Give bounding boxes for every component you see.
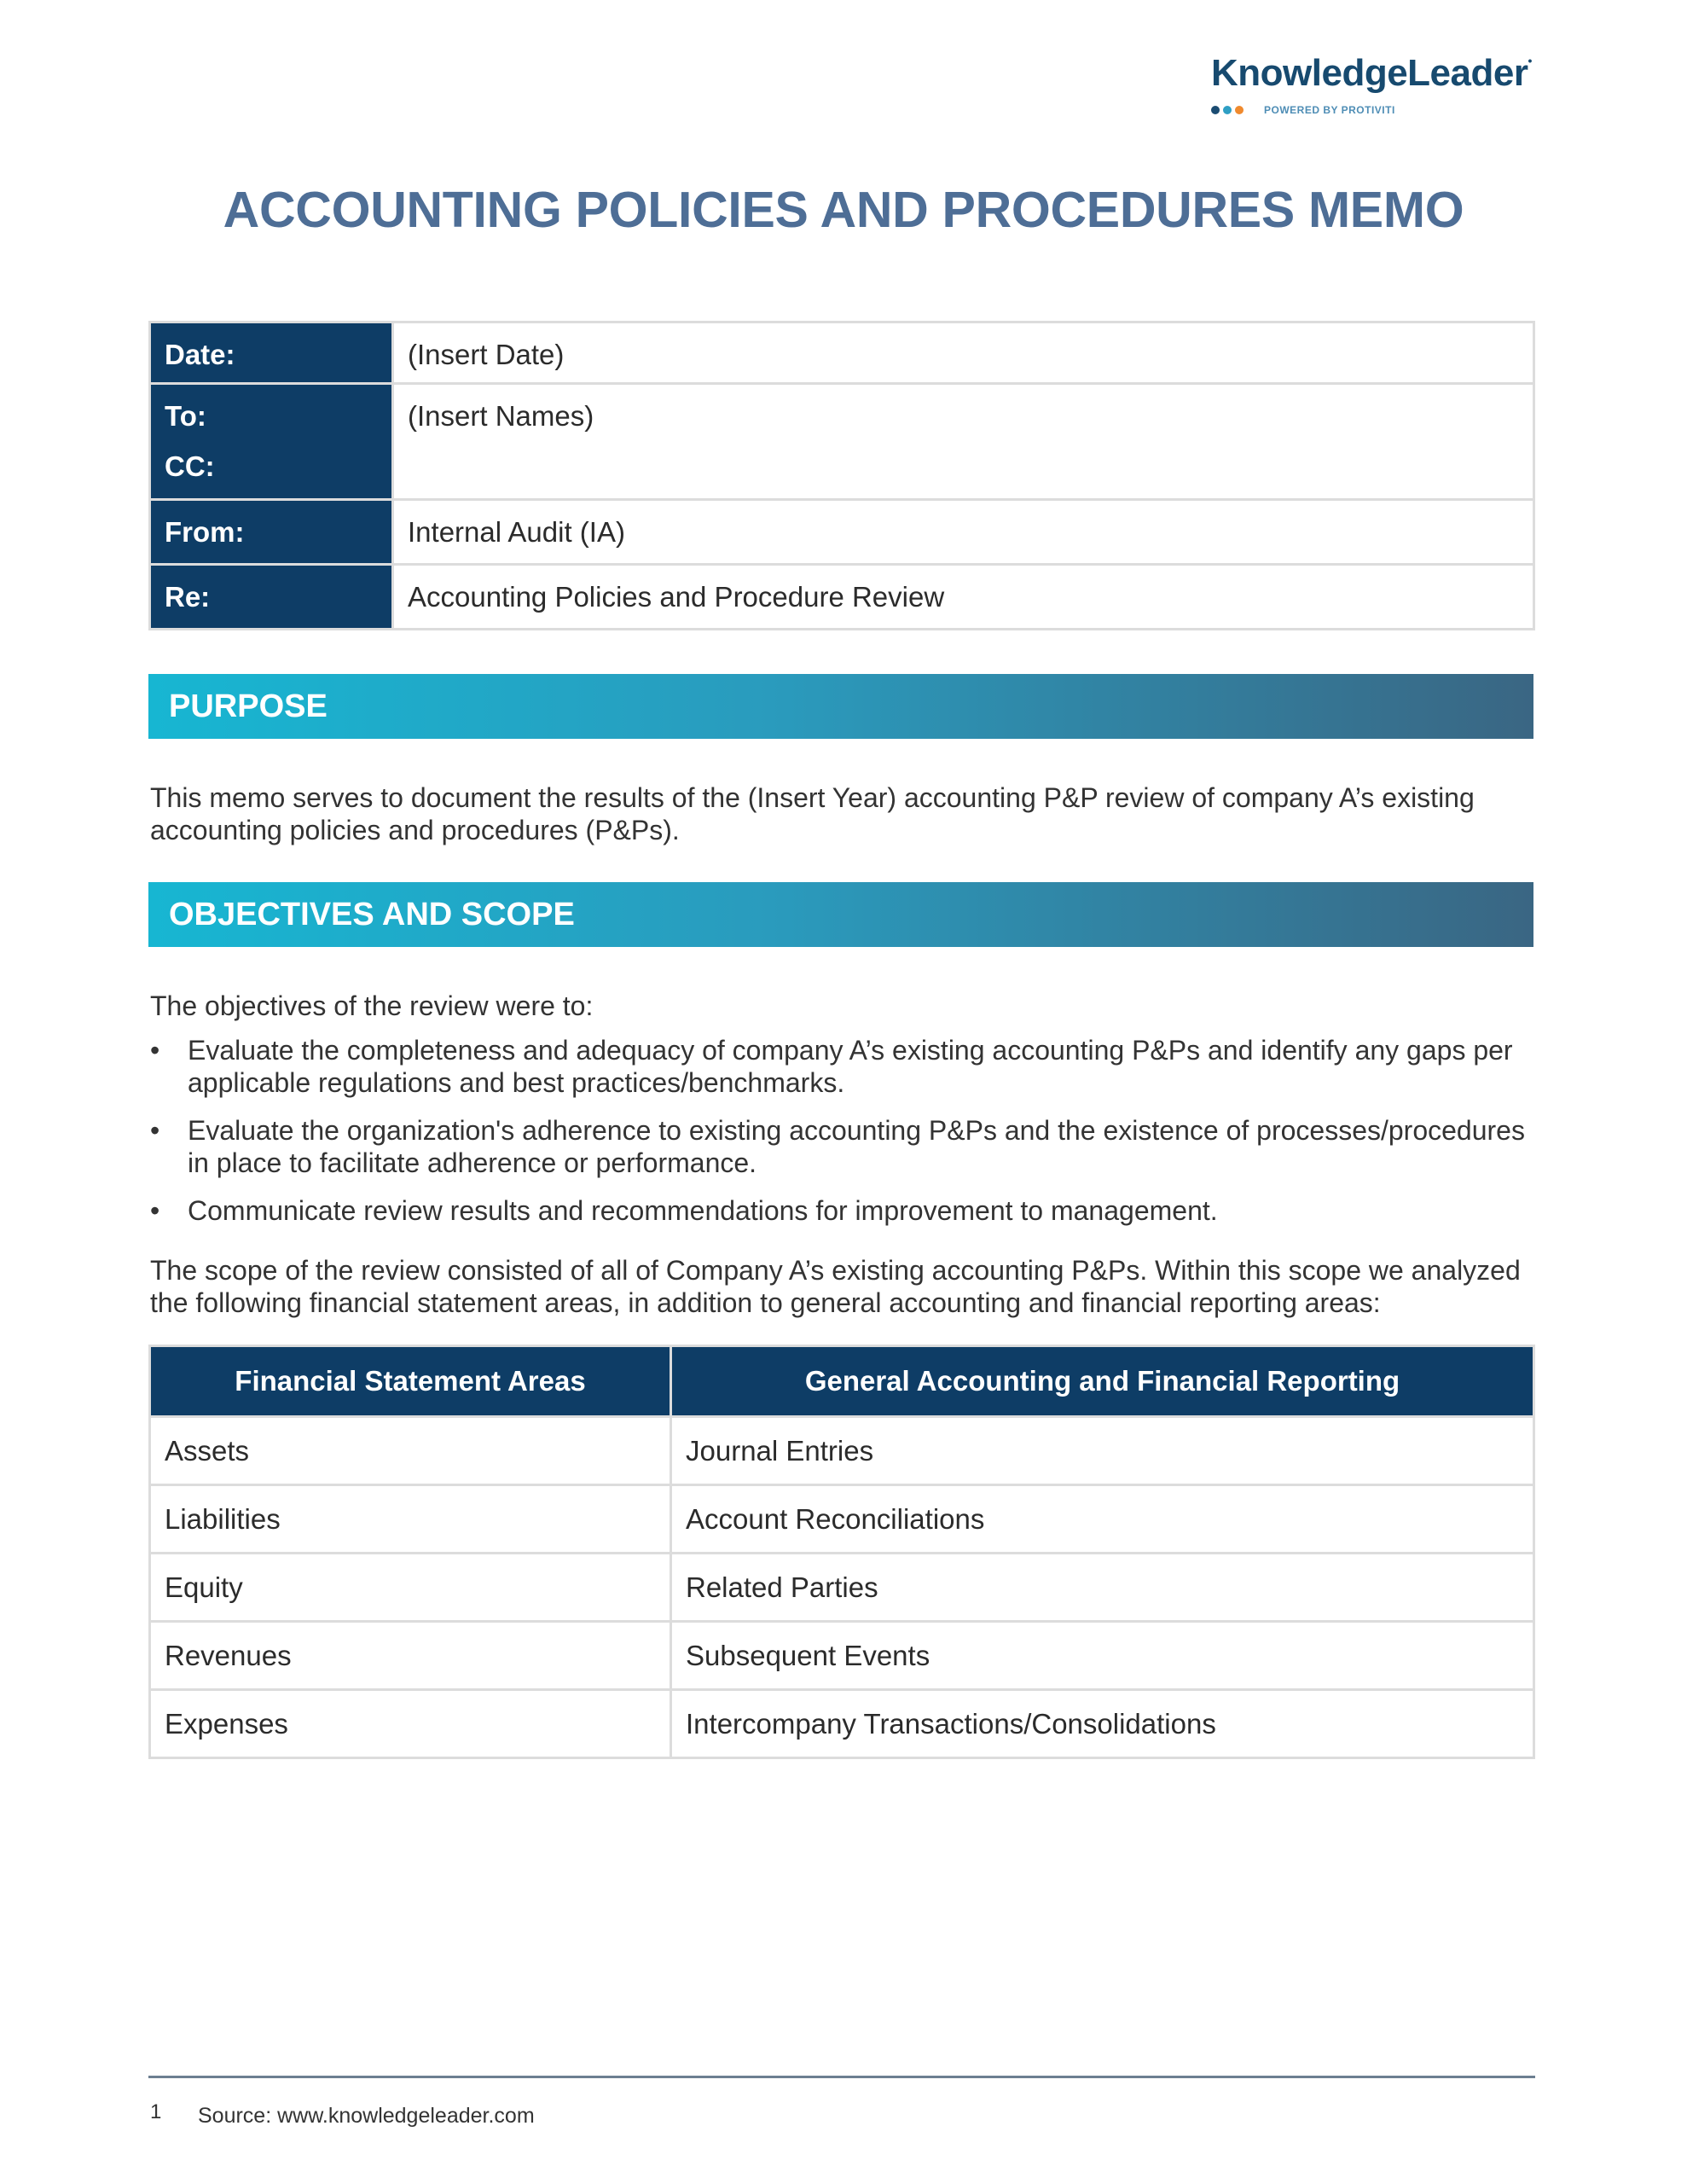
date-label: Date: <box>150 322 393 384</box>
header-financial-statement-areas: Financial Statement Areas <box>150 1346 671 1417</box>
logo-name: KnowledgeLeader <box>1211 52 1528 94</box>
table-cell: Assets <box>150 1417 671 1485</box>
objective-item: • Evaluate the organization's adherence to existing accounting P&Ps and the existence of processes/procedures in place to facilitate adherence or performance. <box>150 1114 1549 1179</box>
purpose-text: This memo serves to document the results of the (Insert Year) accounting P&P review of company A’s existing accounting policies and procedures (P&Ps). <box>150 782 1475 845</box>
memo-row-re <box>150 565 1534 630</box>
table-cell: Liabilities <box>150 1485 671 1554</box>
logo-dot-icon <box>1223 106 1232 114</box>
objectives-heading: OBJECTIVES AND SCOPE <box>148 882 1533 947</box>
table-row <box>150 1485 1534 1554</box>
logo-tagline: POWERED BY PROTIVITI <box>1264 104 1395 116</box>
to-value: (Insert Names) <box>393 384 1534 500</box>
knowledgeleader-logo <box>1211 52 1532 116</box>
table-cell: Expenses <box>150 1690 671 1758</box>
memo-row-from <box>150 500 1534 565</box>
table-row <box>150 1554 1534 1622</box>
footnote-number: 1 <box>150 2100 162 2123</box>
from-value: Internal Audit (IA) <box>393 500 1534 565</box>
memo-row-date <box>150 322 1534 384</box>
date-value: (Insert Date) <box>393 322 1534 384</box>
table-cell: Revenues <box>150 1622 671 1690</box>
objective-item: • Communicate review results and recommendations for improvement to management. <box>150 1194 1549 1227</box>
footnote-source: Source: www.knowledgeleader.com <box>198 2104 535 2128</box>
to-cc-label-cell <box>150 384 393 500</box>
re-value: Accounting Policies and Procedure Review <box>393 565 1534 630</box>
table-row <box>150 1417 1534 1485</box>
table-cell: Related Parties <box>671 1554 1534 1622</box>
areas-table <box>148 1345 1535 1759</box>
memo-row-to-cc <box>150 384 1534 500</box>
logo-tagline-row <box>1211 104 1532 116</box>
footer-divider <box>148 2076 1535 2078</box>
memo-header-table <box>148 321 1535 630</box>
objectives-list <box>150 1034 1549 1242</box>
table-cell: Equity <box>150 1554 671 1622</box>
objectives-intro: The objectives of the review were to: <box>150 990 594 1021</box>
scope-text: The scope of the review consisted of all of Company A’s existing accounting P&Ps. Within this scope we analyzed the following financial statement areas, in addition to general accounting and financial reporting areas: <box>150 1255 1521 1318</box>
cc-label: CC: <box>165 450 215 482</box>
table-cell: Account Reconciliations <box>671 1485 1534 1554</box>
to-label: To: <box>165 400 206 432</box>
table-cell: Journal Entries <box>671 1417 1534 1485</box>
trademark-mark: • <box>1528 54 1532 67</box>
objective-item: • Evaluate the completeness and adequacy of company A’s existing accounting P&Ps and identify any gaps per applicable regulations and best practices/benchmarks. <box>150 1034 1549 1099</box>
table-row <box>150 1690 1534 1758</box>
document-title: ACCOUNTING POLICIES AND PROCEDURES MEMO <box>223 182 1464 238</box>
table-cell: Subsequent Events <box>671 1622 1534 1690</box>
header-general-accounting: General Accounting and Financial Reporting <box>671 1346 1534 1417</box>
from-label: From: <box>150 500 393 565</box>
areas-table-header <box>150 1346 1534 1417</box>
re-label: Re: <box>150 565 393 630</box>
table-row <box>150 1622 1534 1690</box>
table-cell: Intercompany Transactions/Consolidations <box>671 1690 1534 1758</box>
logo-dot-icon <box>1235 106 1244 114</box>
purpose-heading: PURPOSE <box>148 674 1533 739</box>
logo-dot-icon <box>1211 106 1220 114</box>
